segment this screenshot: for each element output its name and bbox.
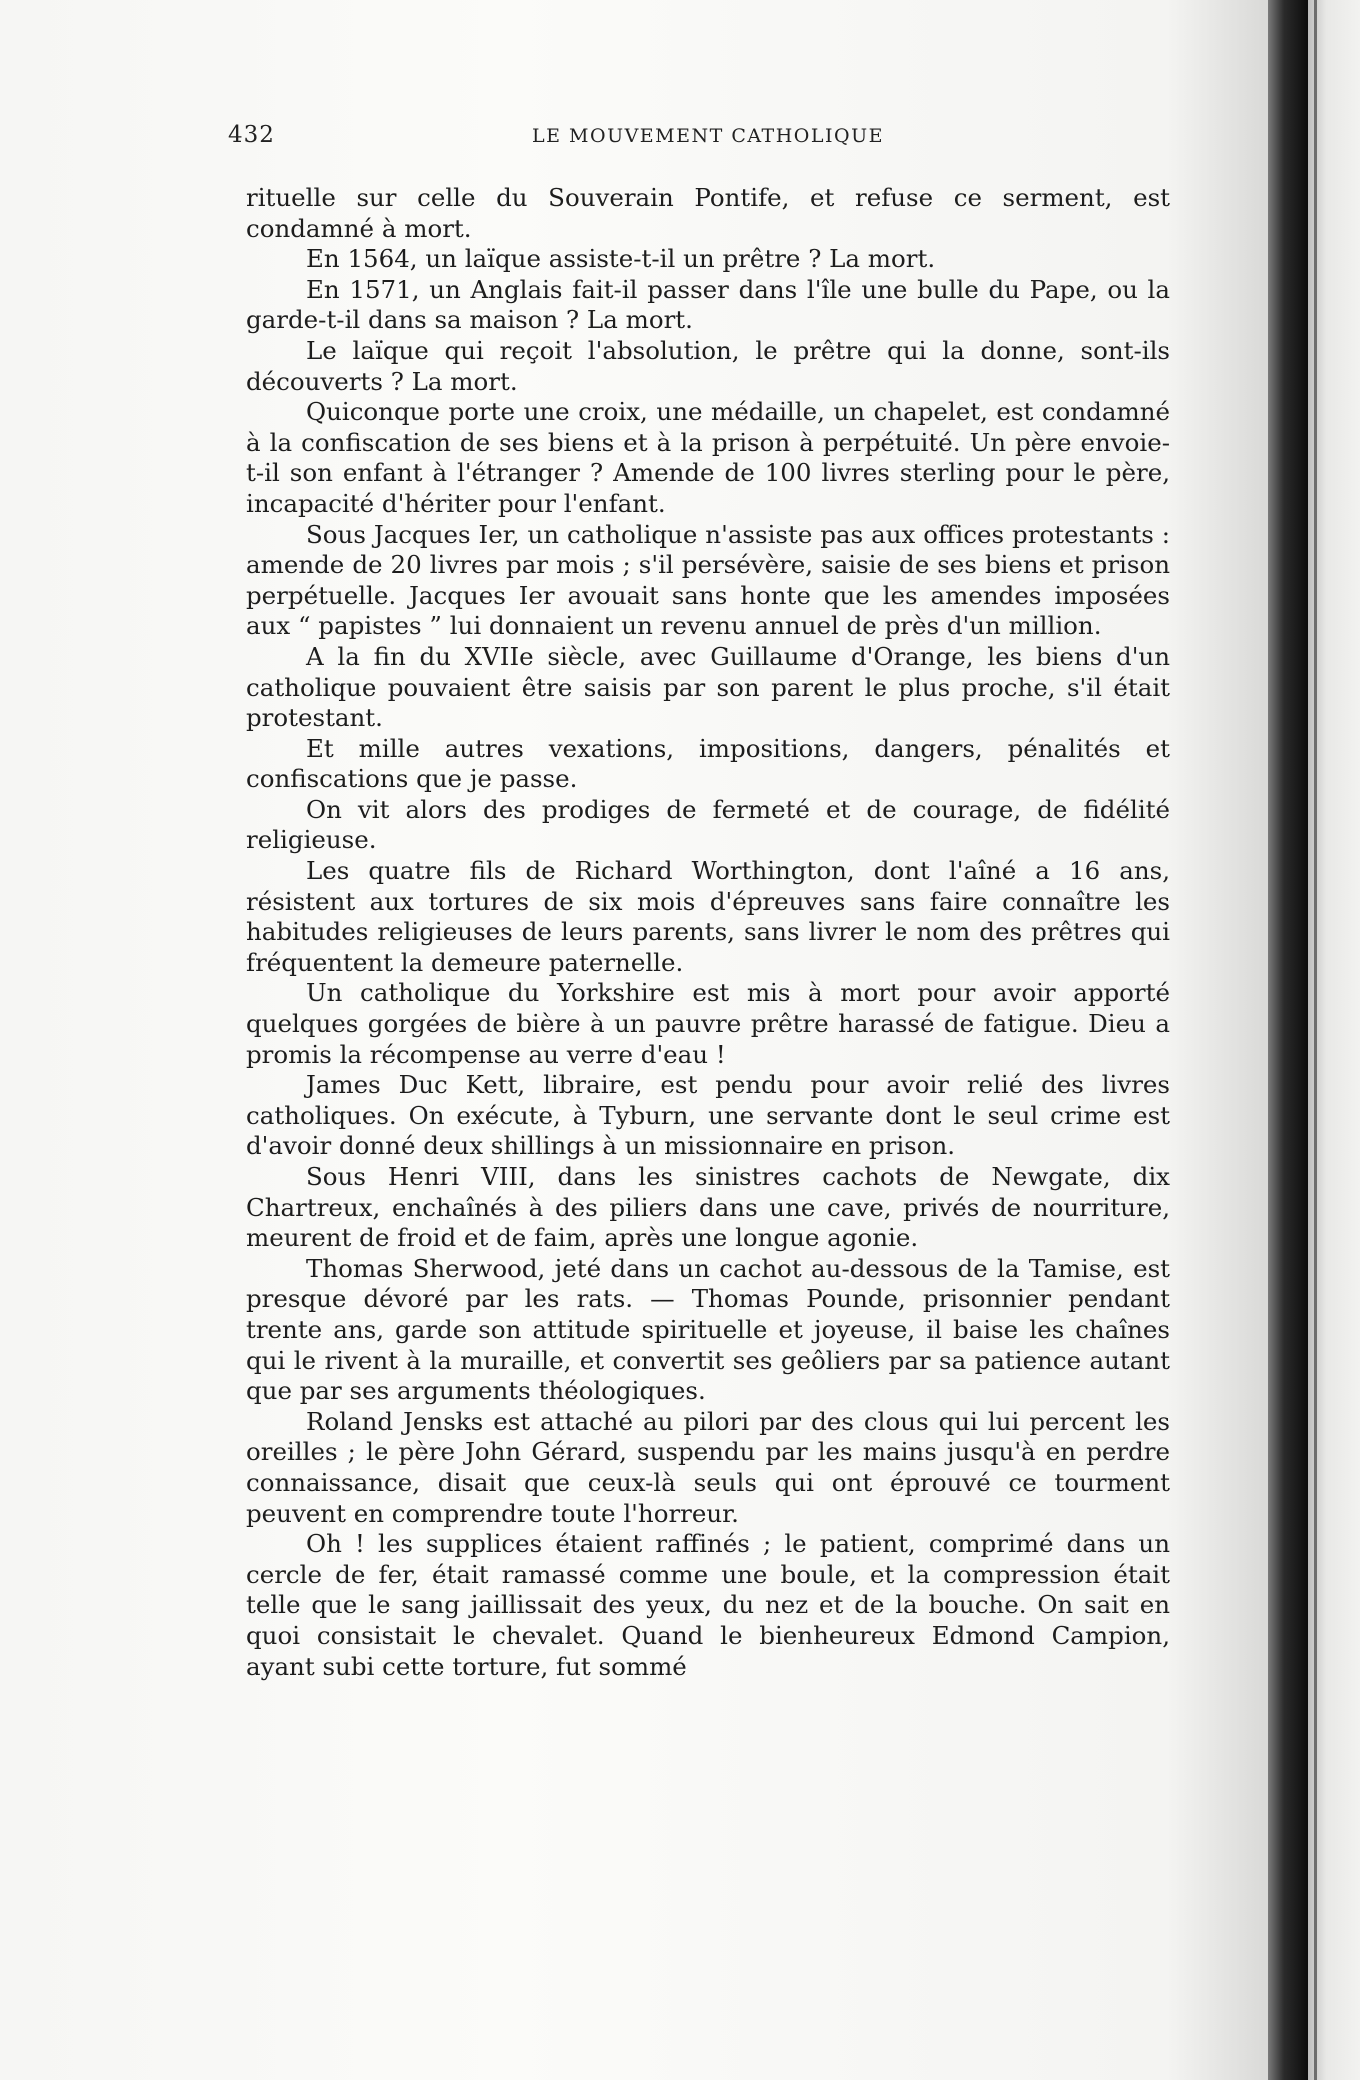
body-text bbox=[246, 183, 1170, 1682]
paragraph: Un catholique du Yorkshire est mis à mort pour avoir apporté quelques gorgées de bière à un pauvre prêtre harassé de fatigue. Dieu a promis la récompense au verre d'eau ! bbox=[246, 978, 1170, 1069]
paragraph: En 1571, un Anglais fait-il passer dans l'île une bulle du Pape, ou la garde-t-il dans sa maison ? La mort. bbox=[246, 274, 1170, 335]
paragraph: Oh ! les supplices étaient raffinés ; le patient, comprimé dans un cercle de fer, était ramassé comme une boule, et la compression était telle que le sang jaillissait des yeux, du nez et de la bouche. On sait en quoi consistait le chevalet. Quand le bienheureux Edmond Campion, ayant subi cette torture, fut sommé bbox=[246, 1529, 1170, 1681]
paragraph: En 1564, un laïque assiste-t-il un prêtre ? La mort. bbox=[306, 244, 936, 274]
paragraph: On vit alors des prodiges de fermeté et de courage, de fidélité religieuse. bbox=[246, 794, 1170, 855]
facing-page-edge bbox=[1308, 0, 1360, 2080]
paragraph: Les quatre fils de Richard Worthington, dont l'aîné a 16 ans, résistent aux tortures de six mois d'épreuves sans faire connaître les habitudes religieuses de leurs parents, sans livrer le nom des prêtres qui fréquentent la demeure paternelle. bbox=[246, 856, 1170, 977]
paragraph: James Duc Kett, libraire, est pendu pour avoir relié des livres catholiques. On exécute, à Tyburn, une servante dont le seul crime est d'avoir donné deux shillings à un missionnaire en prison. bbox=[246, 1070, 1170, 1161]
book-gutter-shadow bbox=[1268, 0, 1308, 2080]
paragraph: Roland Jensks est attaché au pilori par des clous qui lui percent les oreilles ; le père John Gérard, suspendu par les mains jusqu'à en perdre connaissance, disait que ceux-là seuls qui ont éprouvé ce tourment peuvent en comprendre toute l'horreur. bbox=[246, 1406, 1170, 1528]
paragraph: Sous Jacques Ier, un catholique n'assiste pas aux offices protestants : amende de 20 livres par mois ; s'il persévère, saisie de ses biens et prison perpétuelle. Jacques Ier avouait sans honte que les amendes imposées aux “ papistes ” lui donnaient un revenu annuel de près d'un million. bbox=[246, 519, 1170, 641]
paragraph: Le laïque qui reçoit l'absolution, le prêtre qui la donne, sont-ils découverts ? La mort. bbox=[246, 335, 1170, 396]
page-number: 432 bbox=[228, 122, 275, 148]
paragraph: Et mille autres vexations, impositions, dangers, pénalités et confiscations que je passe. bbox=[246, 733, 1170, 794]
paragraph: Quiconque porte une croix, une médaille, un chapelet, est condamné à la confiscation de ses biens et à la prison à perpétuité. Un père envoie-t-il son enfant à l'étranger ? Amende de 100 livres sterling pour le père, incapacité d'hériter pour l'enfant. bbox=[246, 397, 1170, 518]
paragraph: Thomas Sherwood, jeté dans un cachot au-dessous de la Tamise, est presque dévoré par les rats. — Thomas Pounde, prisonnier pendant trente ans, garde son attitude spirituelle et joyeuse, il baise les chaînes qui le rivent à la muraille, et convertit ses geôliers par sa patience autant que par ses arguments théologiques. bbox=[246, 1253, 1170, 1406]
running-title: LE MOUVEMENT CATHOLIQUE bbox=[532, 125, 884, 147]
paragraph: rituelle sur celle du Souverain Pontife, et refuse ce serment, est condamné à mort. bbox=[246, 183, 1170, 243]
paragraph: A la fin du XVIIe siècle, avec Guillaume d'Orange, les biens d'un catholique pouvaient être saisis par son parent le plus proche, s'il était protestant. bbox=[246, 641, 1170, 733]
paragraph: Sous Henri VIII, dans les sinistres cachots de Newgate, dix Chartreux, enchaînés à des piliers dans une cave, privés de nourriture, meurent de froid et de faim, après une longue agonie. bbox=[246, 1162, 1170, 1253]
running-head bbox=[228, 122, 1168, 158]
